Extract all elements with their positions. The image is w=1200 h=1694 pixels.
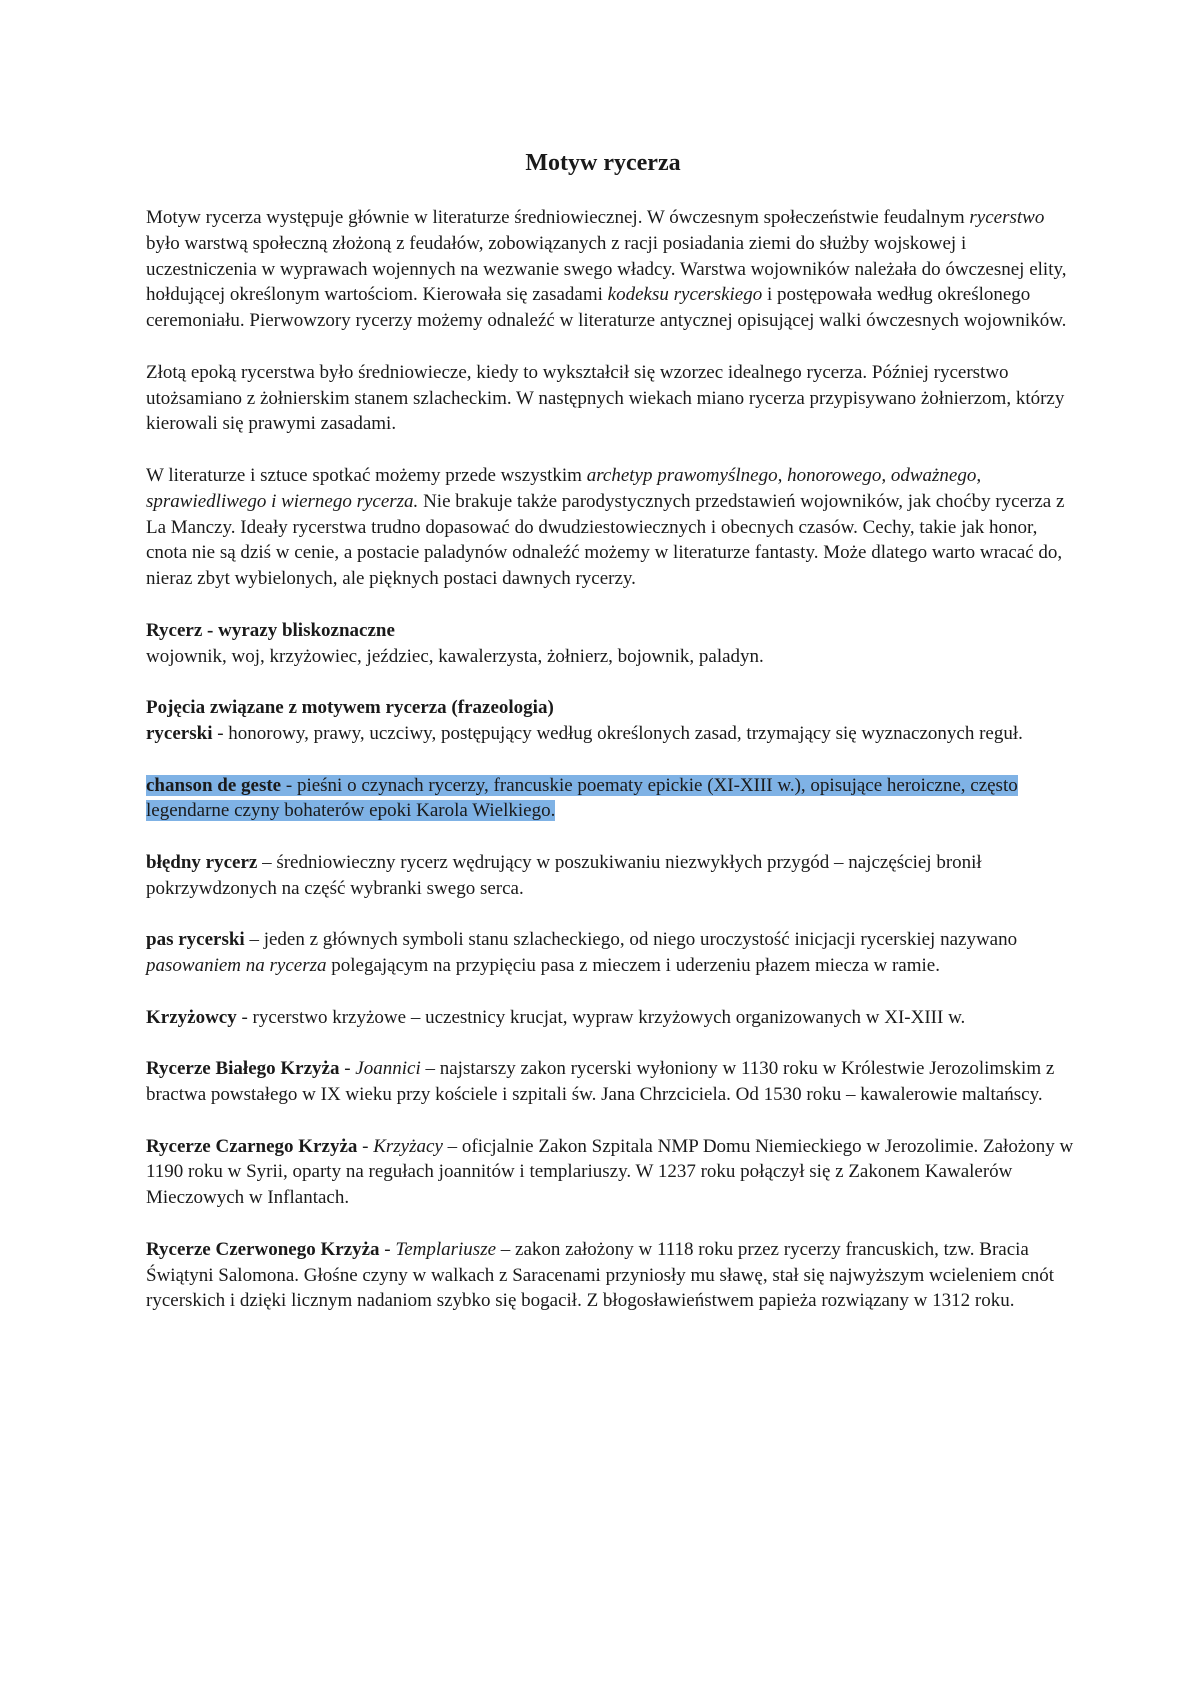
term-bledny-rycerz: błędny rycerz (146, 851, 258, 873)
bialy-text: – najstarszy zakon rycerski wyłoniony w 1130 roku w Królestwie Jerozolimskim z bractwa powstałego w IX wieku przy kościele i szpitali św. Jana Chrzciciela. Od 1530 roku – kawalerowie maltańscy. (146, 1058, 1055, 1106)
bialy-emphasis: Joannici (355, 1058, 421, 1080)
pas-emphasis: pasowaniem na rycerza (146, 955, 327, 977)
intro-emphasis-rycerstwo: rycerstwo (969, 207, 1045, 228)
term-bialy-krzyz: Rycerze Białego Krzyża (146, 1058, 340, 1080)
phraseology-section (146, 695, 1076, 747)
intro-paragraph (146, 205, 1076, 334)
definition-rycerski: - honorowy, prawy, uczciwy, postępujący według określonych zasad, trzymający się wyznaczonych reguł. (212, 722, 1023, 744)
selected-text-highlight[interactable] (146, 775, 1018, 822)
document-body (146, 205, 1076, 1314)
archetype-text-1: W literaturze i sztuce spotkać możemy przede wszystkim (146, 464, 587, 486)
intro-emphasis-kodeks: kodeksu rycerskiego (607, 284, 763, 306)
term-pas-rycerski: pas rycerski (146, 929, 245, 951)
term-czerwony-krzyz: Rycerze Czerwonego Krzyża (146, 1238, 380, 1260)
bialy-krzyz-entry (146, 1056, 1076, 1108)
czarny-krzyz-entry (146, 1134, 1076, 1211)
bialy-separator: - (339, 1058, 356, 1080)
krzyzowcy-entry (146, 1005, 1076, 1031)
phraseology-heading: Pojęcia związane z motywem rycerza (frazeologia) (146, 697, 554, 719)
czerwony-emphasis: Templariusze (395, 1238, 497, 1260)
term-rycerski: rycerski (146, 722, 213, 744)
pas-text-1: – jeden z głównych symboli stanu szlacheckiego, od niego uroczystość inicjacji rycerskiej nazywano (244, 929, 1018, 951)
archetype-paragraph (146, 463, 1076, 592)
bledny-entry (146, 850, 1076, 902)
intro-text-1: Motyw rycerza występuje głównie w literaturze średniowiecznej. W ówczesnym społeczeństwie feudalnym (146, 207, 970, 228)
term-krzyzowcy: Krzyżowcy (146, 1006, 237, 1028)
term-czarny-krzyz: Rycerze Czarnego Krzyża (146, 1135, 358, 1157)
czarny-separator: - (357, 1135, 374, 1157)
archetype-emphasis: archetyp prawomyślnego, honorowego, odważnego, sprawiedliwego i wiernego rycerza. (146, 464, 982, 512)
synonyms-section (146, 618, 1076, 670)
intro-text-3: i postępowała według określonego ceremoniału. Pierwowzory rycerzy możemy odnaleźć w literaturze antycznej opisującej walki ówczesnych wojowników. (146, 284, 1067, 332)
intro-text-2: było warstwą społeczną złożoną z feudałów, zobowiązanych z racji posiadania ziemi do służby wojskowej i uczestniczenia w wyprawach wojennych na wezwanie swego władcy. Warstwa wojowników należała do ówczesnej elity, hołdującej określonym wartościom. Kierowała się zasadami (146, 232, 1067, 306)
pas-entry (146, 927, 1076, 979)
czerwony-text: – zakon założony w 1118 roku przez rycerzy francuskich, tzw. Bracia Świątyni Salomona. Głośne czyny w walkach z Saracenami przyniosły mu sławę, stał się najwyższym wcieleniem cnót rycerskich i dzięki licznym nadaniom szybko się bogacił. Z błogosławieństwem papieża rozwiązany w 1312 roku. (146, 1238, 1055, 1312)
pas-text-2: polegającym na przypięciu pasa z mieczem i uderzeniu płazem miecza w ramie. (326, 955, 940, 977)
czarny-emphasis: Krzyżacy (373, 1135, 443, 1157)
golden-age-paragraph: Złotą epoką rycerstwa było średniowiecze, kiedy to wykształcił się wzorzec idealnego rycerza. Później rycerstwo utożsamiano z żołnierskim stanem szlacheckim. W następnych wiekach miano rycerza przypisywano żołnierzom, którzy kierowali się prawymi zasadami. (146, 361, 1065, 435)
synonyms-text: wojownik, woj, krzyżowiec, jeździec, kawalerzysta, żołnierz, bojownik, paladyn. (146, 645, 764, 667)
page-title: Motyw rycerza (525, 150, 681, 176)
czerwony-krzyz-entry (146, 1237, 1076, 1314)
definition-chanson-de-geste: - pieśni o czynach rycerzy, francuskie poematy epickie (XI-XIII w.), opisujące heroiczne, często legendarne czyny bohaterów epoki Karola Wielkiego. (146, 774, 1018, 822)
czerwony-separator: - (379, 1238, 396, 1260)
definition-bledny-rycerz: – średniowieczny rycerz wędrujący w poszukiwaniu niezwykłych przygód – najczęściej bronił pokrzywdzonych na część wybranki swego serca. (146, 851, 982, 899)
definition-krzyzowcy: - rycerstwo krzyżowe – uczestnicy krucjat, wypraw krzyżowych organizowanych w XI-XIII w. (236, 1006, 966, 1028)
synonyms-heading: Rycerz - wyrazy bliskoznaczne (146, 619, 395, 641)
archetype-text-2: Nie brakuje także parodystycznych przedstawień wojowników, jak choćby rycerza z La Manczy. Ideały rycerstwa trudno dopasować do dwudziestowiecznych i obecnych czasów. Cechy, takie jak honor, cnota nie są dziś w cenie, a postacie paladynów odnaleźć możemy w literaturze fantasty. Może dlatego warto wracać do, nieraz zbyt wybielonych, ale pięknych postaci dawnych rycerzy. (146, 490, 1065, 590)
chanson-entry[interactable] (146, 773, 1076, 825)
czarny-text: – oficjalnie Zakon Szpitala NMP Domu Niemieckiego w Jerozolimie. Założony w 1190 roku w Syrii, oparty na regułach joannitów i templariuszy. W 1237 roku połączył się z Zakonem Kawalerów Mieczowych w Inflantach. (146, 1135, 1074, 1209)
term-chanson-de-geste: chanson de geste (146, 774, 282, 796)
